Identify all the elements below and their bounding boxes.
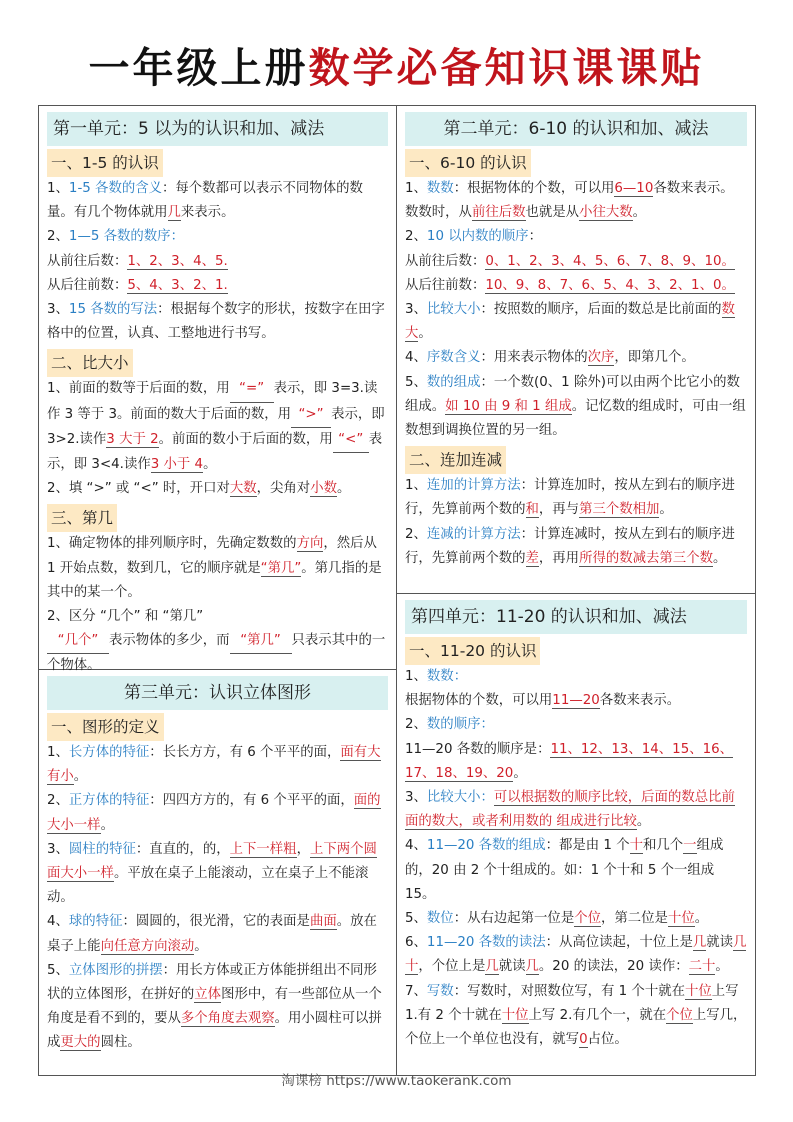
unit4-item7: 7、写数：写数时，对照数位写，有 1 个十就在十位上写 1.有 2 个十就在十位上写 2.有几个一，就在个位上写几，个位上一个单位也没有，就写0占位。 (405, 983, 747, 1048)
unit4-item3: 3、比较大小：可以根据数的顺序比较，后面的数总比前面的数大，或者利用数的 组成进行比较。 (405, 790, 735, 830)
unit2-backward: 从后往前数：10、9、8、7、6、5、4、3、2、1、0。 (405, 277, 735, 293)
unit1-compare2: 2、填 “>” 或 “<” 时，开口对大数，尖角对小数。 (47, 481, 351, 497)
unit2-item5: 5、数的组成：一个数(0、1 除外)可以由两个比它小的数组成。如 10 由 9 和 1 组成。记忆数的组成时，可由一组数想到调换位置的另一组。 (405, 374, 746, 439)
unit4-title: 第四单元：11-20 的认识和加、减法 (405, 600, 747, 634)
unit4-item1: 1、数数： (405, 669, 468, 684)
unit1-item3: 3、15 各数的写法：根据每个数字的形状，按数字在田字格中的位置，认真、工整地进行书写。 (47, 302, 385, 342)
title-red-part: 数学必备知识课课贴 (308, 44, 705, 92)
unit3-title: 第三单元：认识立体图形 (47, 676, 388, 710)
unit1-order3: “几个” 表示物体的多少，而 “第几” 只表示其中的一个物体。 (47, 629, 388, 678)
unit4-item2: 2、数的顺序： (405, 717, 494, 733)
unit2-section2: 二、连加连减 (405, 446, 506, 474)
unit1-item1: 1、1-5 各数的含义：每个数都可以表示不同物体的数量。有几个物体就用几来表示。 (47, 181, 363, 221)
unit2-title: 第二单元：6-10 的认识和加、减法 (405, 112, 747, 146)
unit3-item1: 1、长方体的特征：长长方方，有 6 个平平的面，面有大有小。 (47, 745, 381, 785)
unit1-compare1: 1、前面的数等于后面的数，用 “=” 表示，即 3=3.读作 3 等于 3。前面的数大于后面的数，用 “>” 表示，即 3>2.读作3 大于 2。前面的数小于后面的数，用 “<” 表示，即 3<4.读作3 小于 4。 (47, 377, 388, 477)
unit1-order2: 2、区分 “几个” 和 “第几” (47, 609, 204, 625)
unit3-item4: 4、球的特征：圆圆的，很光滑，它的表面是曲面。放在桌子上能向任意方向滚动。 (47, 914, 377, 954)
unit3-section1: 一、图形的定义 (47, 713, 164, 741)
unit1-backward: 从后往前数：5、4、3、2、1. (47, 277, 228, 293)
unit2-item2: 2、10 以内数的顺序： (405, 229, 542, 245)
unit4-item6: 6、11—20 各数的读法：从高位读起，十位上是几就读几十，个位上是几就读几。20 的读法，20 读作：二十。 (405, 935, 747, 975)
unit4-item5: 5、数位：从右边起第一位是个位，第二位是十位。 (405, 911, 709, 927)
unit1-forward: 从前往后数：1、2、3、4、5. (47, 253, 228, 269)
unit2-item7: 2、连减的计算方法：计算连减时，按从左到右的顺序进行，先算前两个数的差，再用所得的数减去第三个数。 (405, 526, 735, 566)
unit1-section3: 三、第几 (47, 504, 117, 532)
unit2-forward: 从前往后数：0、1、2、3、4、5、6、7、8、9、10。 (405, 253, 735, 269)
unit4-item4: 4、11—20 各数的组成：都是由 1 个十和几个一组成的，20 由 2 个十组成的。如：1 个十和 5 个一组成 15。 (405, 838, 724, 902)
unit4-item2-body: 11—20 各数的顺序是：11、12、13、14、15、16、17、18、19、20。 (405, 741, 734, 781)
unit3-item5: 5、立体图形的拼摆：用长方体或正方体能拼组出不同形状的立体图形，在拼好的立体图形中，有一些部位从一个角度是看不到的，要从多个角度去观察。用小圆柱可以拼成更大的圆柱。 (47, 962, 382, 1051)
footer-watermark: 淘课榜 https://www.taokerank.com (281, 1073, 512, 1089)
unit2-item4: 4、序数含义：用来表示物体的次序，即第几个。 (405, 350, 695, 366)
unit2-panel (397, 106, 755, 571)
unit4-item1-body: 根据物体的个数，可以用11—20各数来表示。 (405, 693, 681, 709)
unit2-item6: 1、连加的计算方法：计算连加时，按从左到右的顺序进行，先算前两个数的和，再与第三个数相加。 (405, 478, 735, 518)
page-title (0, 40, 793, 96)
unit2-item1: 1、数数：根据物体的个数，可以用6—10各数来表示。数数时，从前往后数也就是从小往大数。 (405, 181, 734, 221)
unit3-item2: 2、正方体的特征：四四方方的，有 6 个平平的面，面的大小一样。 (47, 793, 381, 833)
title-black-part: 一年级上册 (88, 44, 309, 92)
unit1-order1: 1、确定物体的排列顺序时，先确定数数的方向，然后从 1 开始点数，数到几，它的顺序就是“第几”。第几指的是其中的某一个。 (47, 536, 382, 600)
unit2-section1: 一、6-10 的认识 (405, 149, 531, 177)
unit4-panel (397, 594, 755, 1052)
knowledge-sheet (38, 105, 756, 1076)
unit3-panel (39, 670, 396, 1056)
unit1-title: 第一单元：5 以为的认识和加、减法 (47, 112, 388, 146)
unit1-section1: 一、1-5 的认识 (47, 149, 163, 177)
unit1-panel (39, 106, 396, 679)
unit1-item2: 2、1—5 各数的数序： (47, 229, 184, 245)
unit3-item3: 3、圆柱的特征：直直的，的，上下一样粗，上下两个圆面大小一样。平放在桌子上能滚动，立在桌子上不能滚动。 (47, 841, 377, 906)
unit4-section1: 一、11-20 的认识 (405, 637, 540, 665)
unit2-item3: 3、比较大小：按照数的顺序，后面的数总是比前面的数大。 (405, 302, 735, 342)
unit1-section2: 二、比大小 (47, 349, 133, 377)
